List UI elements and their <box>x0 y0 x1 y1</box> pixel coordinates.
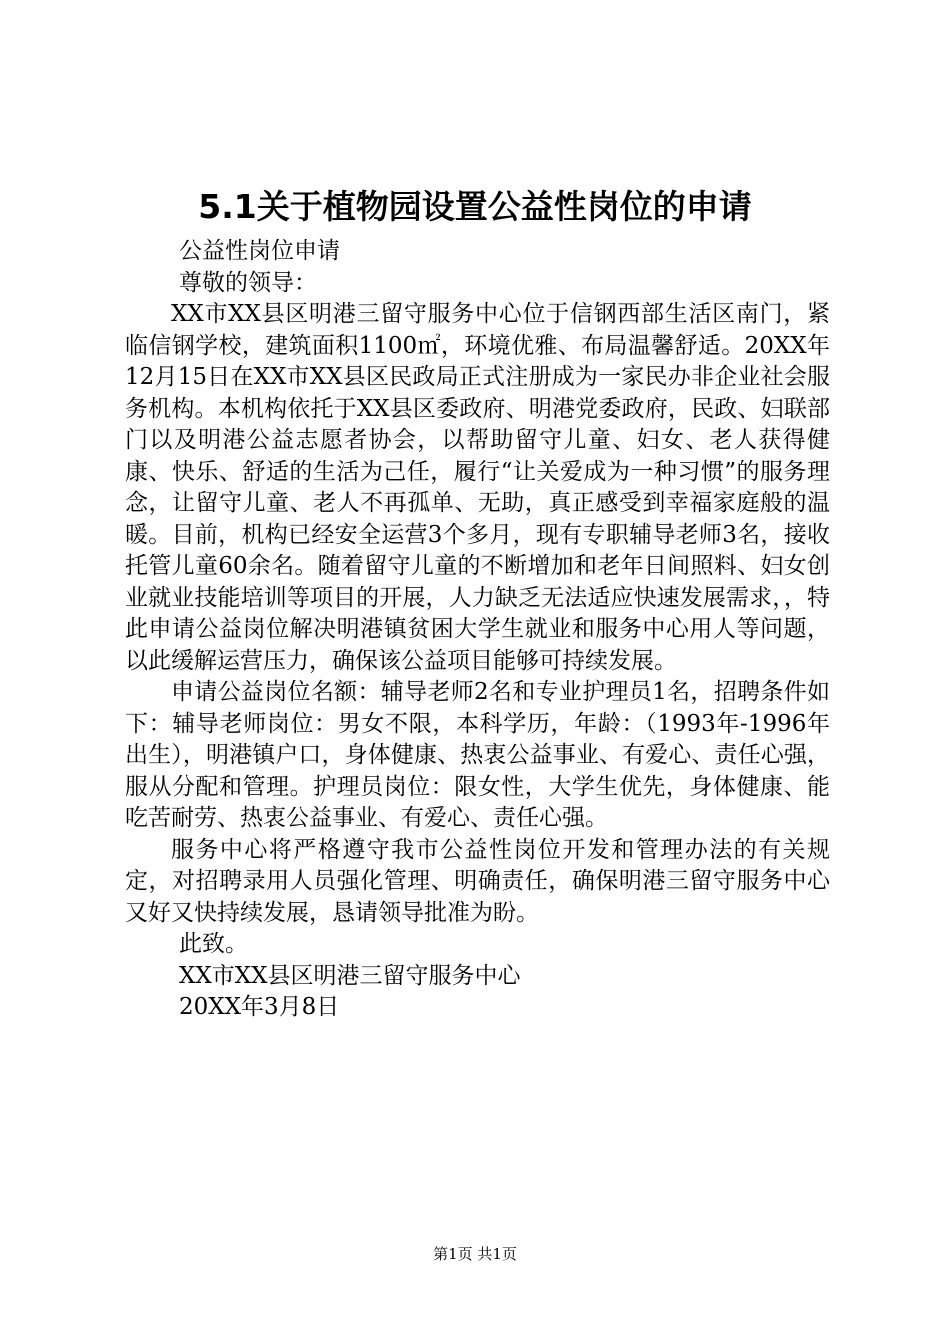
paragraph-commitment: 服务中心将严格遵守我市公益性岗位开发和管理办法的有关规定，对招聘录用人员强化管理、明确责任，确保明港三留守服务中心又好又快持续发展，恳请领导批准为盼。 <box>125 836 830 926</box>
document-title: 5.1关于植物园设置公益性岗位的申请 <box>198 187 752 226</box>
paragraph-intro: XX市XX县区明港三留守服务中心位于信钢西部生活区南门，紧临信钢学校，建筑面积1100㎡，环境优雅、布局温馨舒适。20XX年12月15日在XX市XX县区民政局正式注册成为一家民办非企业社会服务机构。本机构依托于XX县区委政府、明港党委政府，民政、妇联部门以及明港公益志愿者协会，以帮助留守儿童、妇女、老人获得健康、快乐、舒适的生活为己任，履行“让关爱成为一种习惯”的服务理念，让留守儿童、老人不再孤单、无助，真正感受到幸福家庭般的温暖。目前，机构已经安全运营3个多月，现有专职辅导老师3名，接收托管儿童60余名。随着留守儿童的不断增加和老年日间照料、妇女创业就业技能培训等项目的开展，人力缺乏无法适应快速发展需求，，特此申请公益岗位解决明港镇贫困大学生就业和服务中心用人等问题，以此缓解运营压力，确保该公益项目能够可持续发展。 <box>125 301 830 674</box>
document-body <box>125 236 830 1024</box>
paragraph-positions: 申请公益岗位名额：辅导老师2名和专业护理员1名，招聘条件如下：辅导老师岗位：男女不限，本科学历，年龄：（1993年-1996年出生），明港镇户口，身体健康、热衷公益事业、有爱心、责任心强，服从分配和管理。护理员岗位：限女性，大学生优先，身体健康、能吃苦耐劳、热衷公益事业、有爱心、责任心强。 <box>125 679 830 831</box>
subtitle: 公益性岗位申请 <box>179 238 340 264</box>
page-footer: 第1页 共1页 <box>433 1245 517 1263</box>
signature: XX市XX县区明港三留守服务中心 <box>179 962 521 989</box>
closing: 此致。 <box>179 931 248 957</box>
date: 20XX年3月8日 <box>179 994 340 1020</box>
salutation: 尊敬的领导： <box>179 269 317 296</box>
